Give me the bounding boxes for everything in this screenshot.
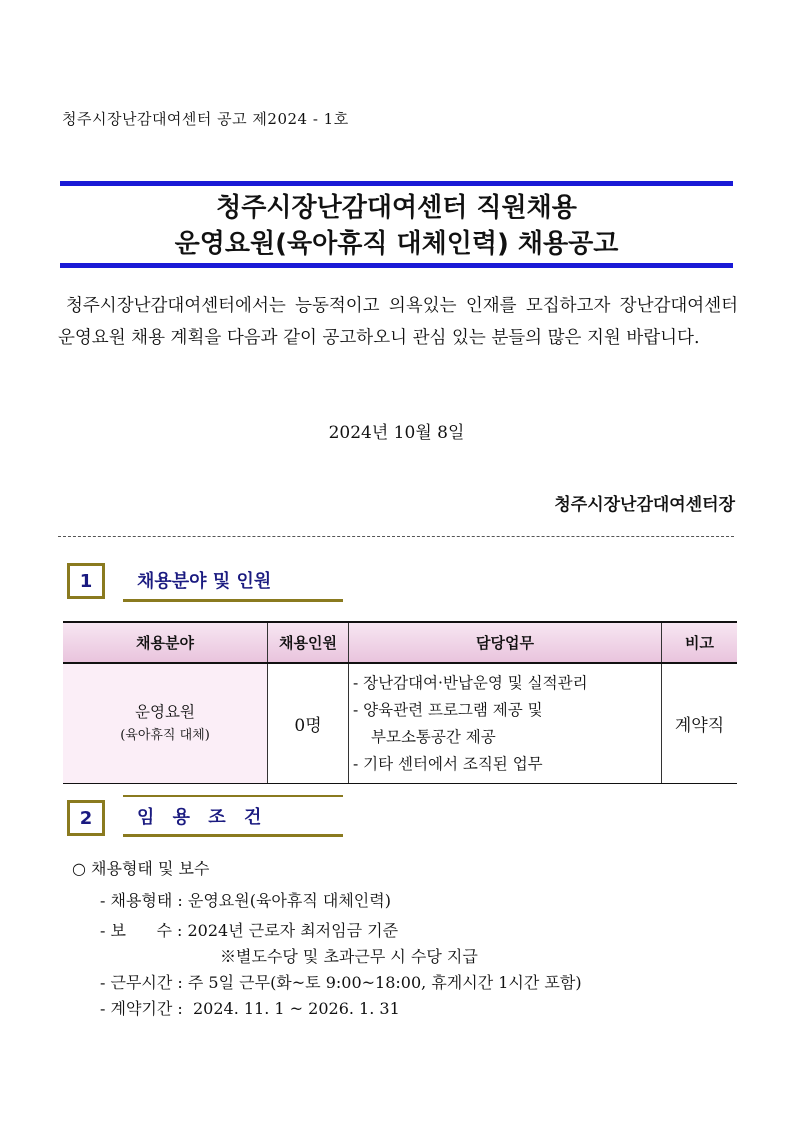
header-count: 채용인원 — [268, 622, 349, 663]
table-header-row — [63, 622, 737, 663]
duty-item: - 양육관련 프로그램 제공 및 — [353, 700, 543, 719]
condition-label: - 계약기간 : — [100, 999, 183, 1018]
title-top-rule — [60, 181, 733, 186]
section-2-title-text: 임 용 조 건 — [137, 806, 268, 828]
header-duties: 담당업무 — [349, 622, 662, 663]
section-1-title: 채용분야 및 인원 — [123, 560, 343, 602]
condition-value: 2024년 근로자 최저임금 기준 — [187, 921, 399, 940]
notice-date: 2024년 10월 8일 — [328, 423, 465, 443]
intro-text: 청주시장난감대여센터에서는 능동적이고 의욕있는 인재를 모집하고자 장난감대여센터 운영요원 채용 계획을 다음과 같이 공고하오니 관심 있는 분들의 많은 지원 바랍니다. — [58, 296, 738, 348]
title-line-1: 청주시장난감대여센터 직원채용 — [216, 193, 577, 223]
condition-row — [100, 888, 391, 911]
cell-duties — [349, 663, 662, 784]
cell-note: 계약직 — [662, 663, 738, 784]
section-2-title — [123, 795, 343, 837]
condition-row — [100, 970, 582, 993]
title-line-2: 운영요원(육아휴직 대체인력) 채용공고 — [174, 229, 619, 259]
signer: 청주시장난감대여센터장 — [554, 495, 735, 515]
field-name: 운영요원 — [135, 702, 195, 721]
condition-row — [100, 918, 398, 941]
header-field: 채용분야 — [63, 622, 268, 663]
recruitment-table — [63, 621, 737, 784]
condition-value: 2024. 11. 1 ~ 2026. 1. 31 — [187, 999, 400, 1018]
notice-number: 청주시장난감대여센터 공고 제2024 - 1호 — [62, 110, 349, 128]
section-2-number: 2 — [67, 800, 105, 836]
condition-row — [220, 944, 478, 967]
condition-label: - 근무시간 : — [100, 973, 183, 992]
title-bottom-rule — [60, 263, 733, 268]
condition-label: - 보 수 : — [100, 921, 183, 940]
header-note: 비고 — [662, 622, 738, 663]
intro-paragraph — [58, 290, 738, 354]
condition-row — [100, 996, 400, 1019]
field-sub: (육아휴직 대체) — [120, 727, 210, 743]
condition-value: 주 5일 근무(화~토 9:00~18:00, 휴게시간 1시간 포함) — [187, 973, 582, 992]
cell-count: 0명 — [268, 663, 349, 784]
dashed-divider — [58, 536, 734, 537]
table-row — [63, 663, 737, 784]
conditions-heading: ○ 채용형태 및 보수 — [72, 859, 210, 878]
condition-value: 운영요원(육아휴직 대체인력) — [187, 891, 391, 910]
cell-field — [63, 663, 268, 784]
duty-item: - 기타 센터에서 조직된 업무 — [353, 754, 543, 773]
duty-item: - 장난감대여·반납운영 및 실적관리 — [353, 673, 588, 692]
condition-label: - 채용형태 : — [100, 891, 183, 910]
section-1-number: 1 — [67, 563, 105, 599]
condition-value: ※별도수당 및 초과근무 시 수당 지급 — [220, 947, 478, 966]
duty-item: 부모소통공간 제공 — [371, 727, 496, 746]
